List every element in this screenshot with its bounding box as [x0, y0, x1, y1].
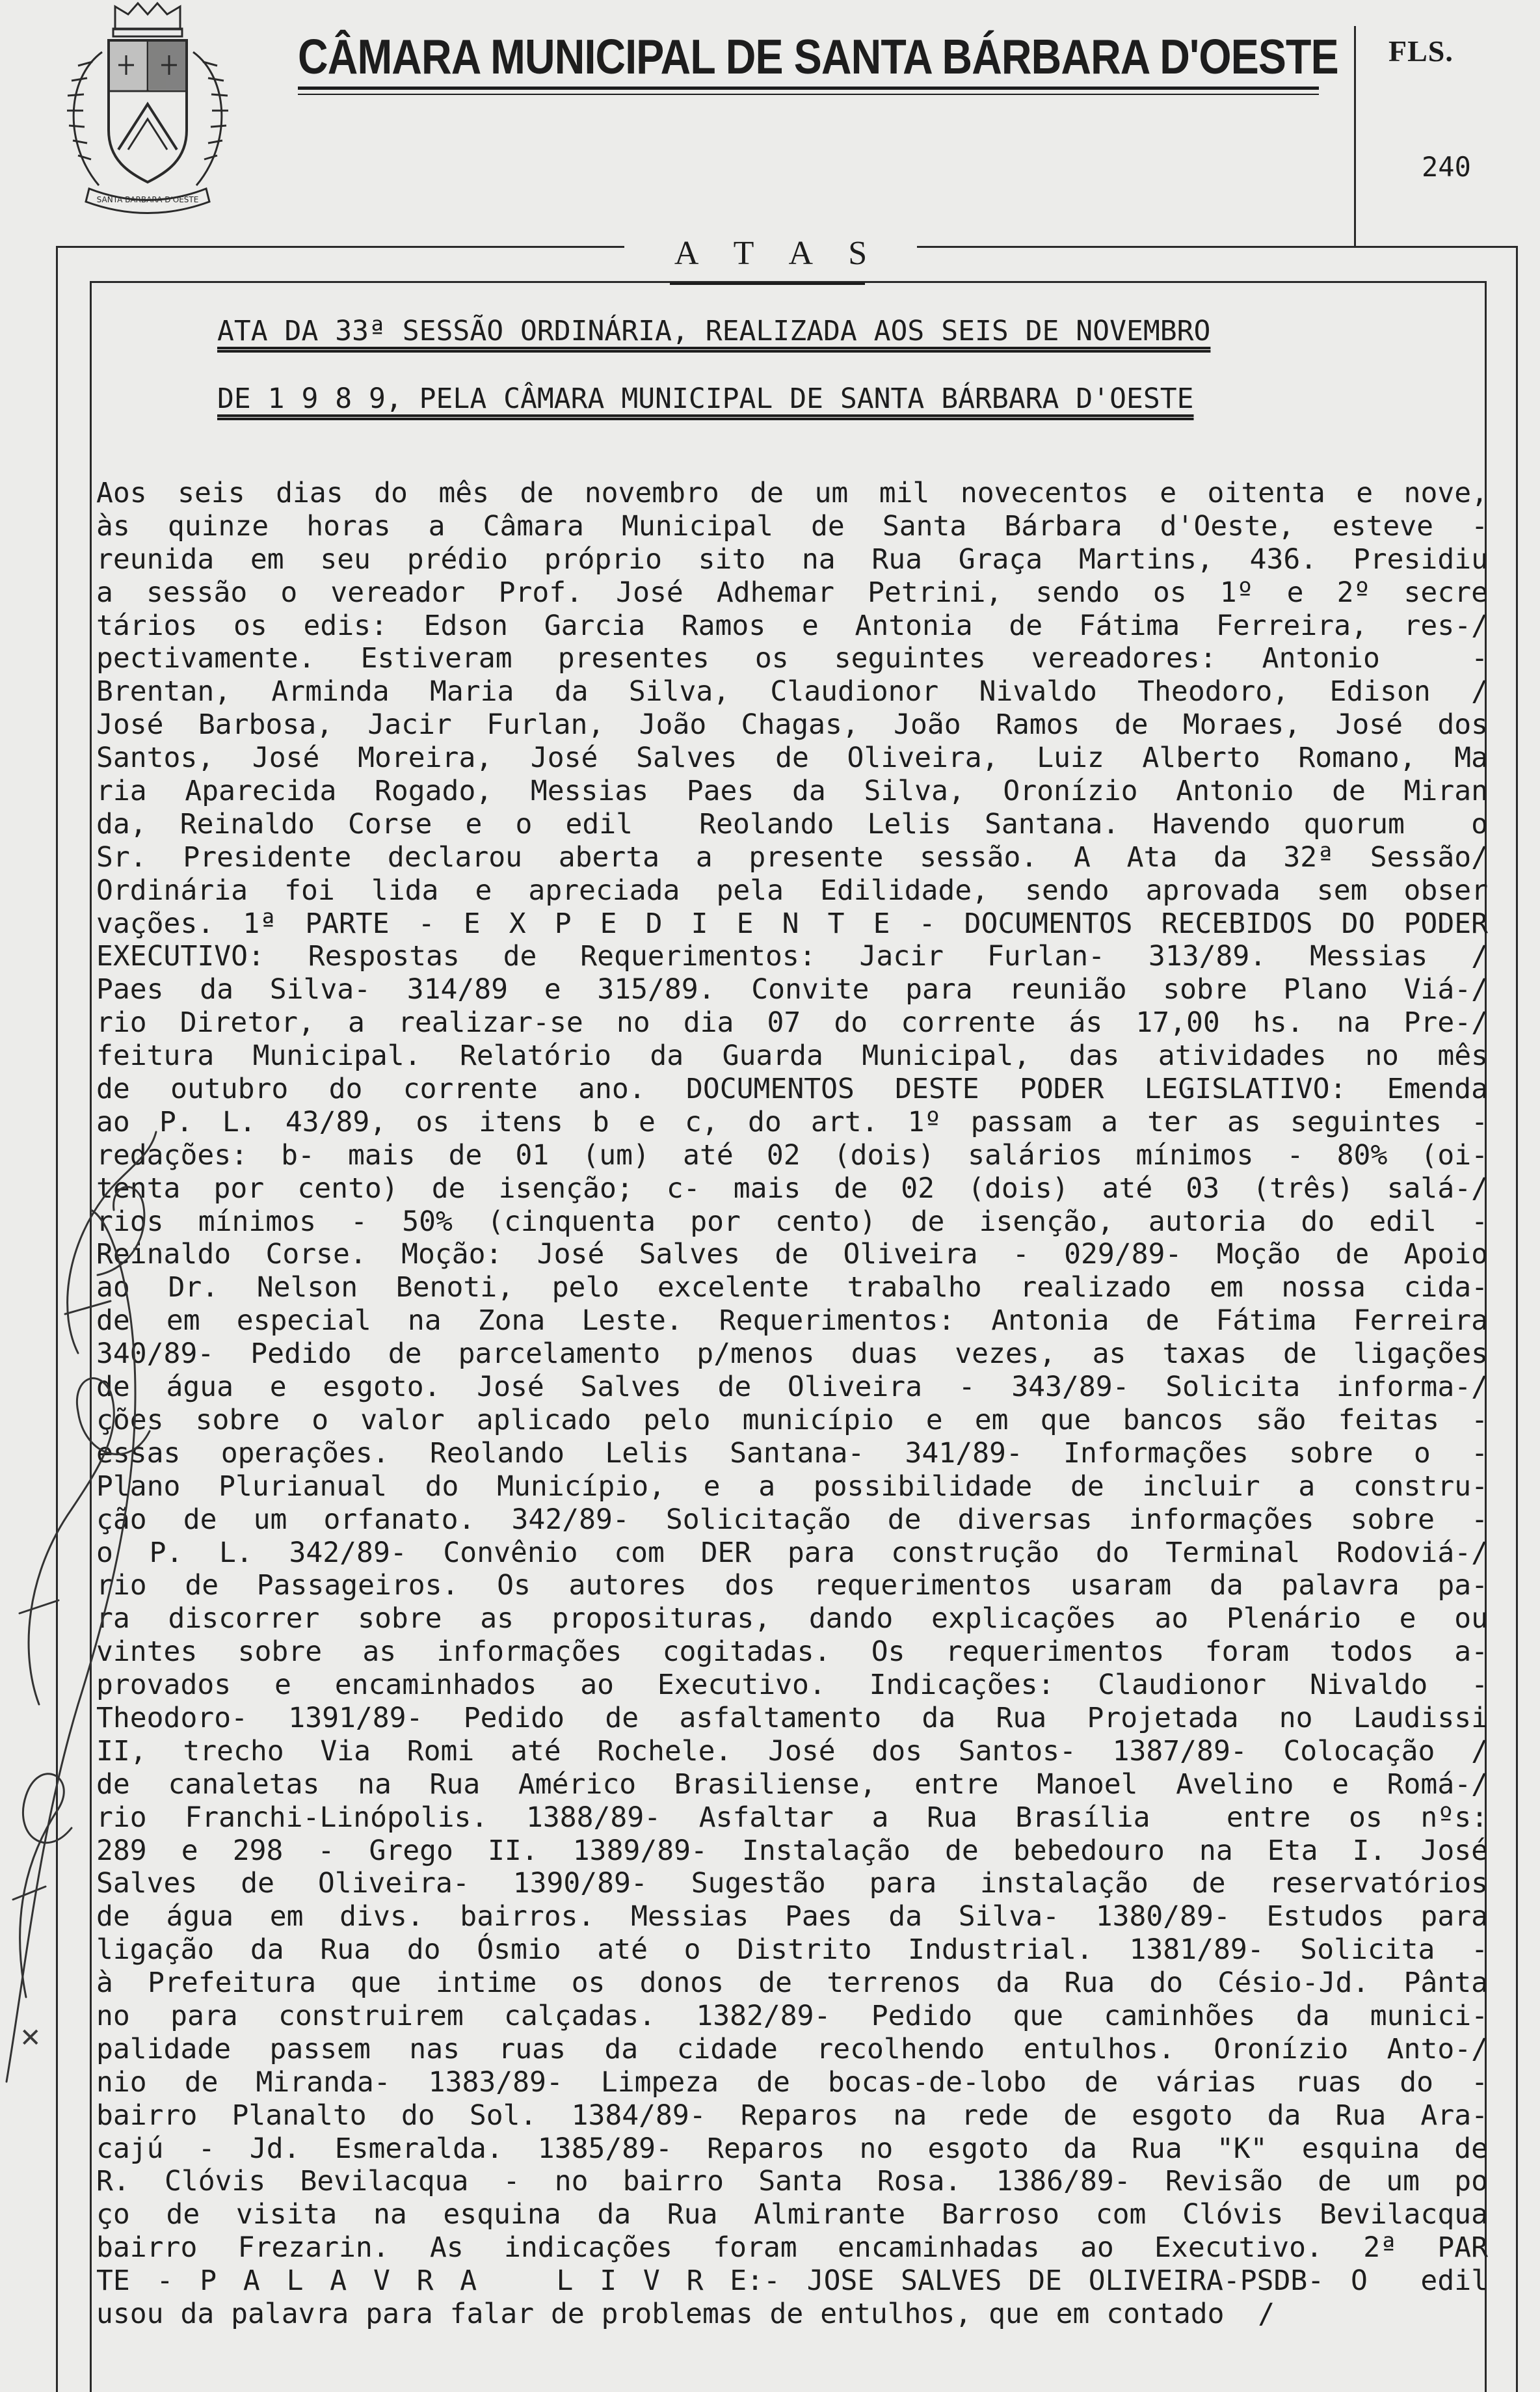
text-line: Aos seis dias do mês de novembro de um mil novecentos e oitenta e nove, [96, 477, 1488, 509]
text-line: às quinze horas a Câmara Municipal de Santa Bárbara d'Oeste, esteve - [96, 509, 1488, 543]
text-line: provados e encaminhados ao Executivo. Indicações: Claudionor Nivaldo - [96, 1669, 1488, 1702]
minutes-body [96, 477, 1488, 2331]
text-line: de água e esgoto. José Salves de Oliveira - 343/89- Solicita informa-/ [96, 1371, 1488, 1404]
text-line: R. Clóvis Bevilacqua - no bairro Santa Rosa. 1386/89- Revisão de um po [96, 2165, 1488, 2198]
text-line: da, Reinaldo Corse e o edil Reolando Lelis Santana. Havendo quorum o [96, 807, 1488, 840]
text-line: de outubro do corrente ano. DOCUMENTOS DESTE PODER LEGISLATIVO: Emenda [96, 1073, 1488, 1106]
margin-signature-icon [0, 1119, 169, 2108]
text-line: rio Diretor, a realizar-se no dia 07 do corrente ás 17,00 hs. na Pre-/ [96, 1006, 1488, 1040]
section-title-rule [670, 282, 865, 285]
title-rule-thin [298, 94, 1319, 95]
text-line: Brentan, Arminda Maria da Silva, Claudionor Nivaldo Theodoro, Edison / [96, 675, 1488, 708]
text-line: Plano Plurianual do Município, e a possibilidade de incluir a constru- [96, 1470, 1488, 1503]
text-line: ao P. L. 43/89, os itens b e c, do art. 1º passam a ter as seguintes - [96, 1105, 1488, 1138]
text-line: ção de um orfanato. 342/89- Solicitação de diversas informações sobre - [96, 1503, 1488, 1536]
text-line: bairro Planalto do Sol. 1384/89- Reparos na rede de esgoto da Rua Ara- [96, 2099, 1488, 2132]
minutes-heading-line-2: DE 1 9 8 9, PELA CÂMARA MUNICIPAL DE SANTA BÁRBARA D'OESTE [217, 383, 1194, 415]
chamber-name: CÂMARA MUNICIPAL DE SANTA BÁRBARA D'OESTE [298, 29, 1338, 84]
text-line: ções sobre o valor aplicado pelo município e em que bancos são feitas - [96, 1403, 1488, 1436]
text-line: usou da palavra para falar de problemas de entulhos, que em contado / [96, 2297, 1275, 2330]
fls-label: FLS. [1388, 34, 1454, 68]
text-line: essas operações. Reolando Lelis Santana- 341/89- Informações sobre o - [96, 1436, 1488, 1470]
title-rule [298, 87, 1319, 90]
text-line: vações. 1ª PARTE - E X P E D I E N T E - DOCUMENTOS RECEBIDOS DO PODER [96, 907, 1488, 940]
text-line: ao Dr. Nelson Benoti, pelo excelente trabalho realizado em nossa cida- [96, 1271, 1488, 1304]
text-line: tenta por cento) de isenção; c- mais de 02 (dois) até 03 (três) salá-/ [96, 1172, 1488, 1205]
text-line: ria Aparecida Rogado, Messias Paes da Silva, Oronízio Antonio de Miran [96, 775, 1488, 808]
text-line: Sr. Presidente declarou aberta a presente sessão. A Ata da 32ª Sessão/ [96, 840, 1488, 874]
text-line: Santos, José Moreira, José Salves de Oliveira, Luiz Alberto Romano, Ma [96, 742, 1488, 775]
text-line: rios mínimos - 50% (cinquenta por cento) de isenção, autoria do edil - [96, 1205, 1488, 1238]
text-line: Salves de Oliveira- 1390/89- Sugestão para instalação de reservatórios [96, 1867, 1488, 1900]
text-line: ço de visita na esquina da Rua Almirante Barroso com Clóvis Bevilacqua [96, 2198, 1488, 2231]
text-line: Ordinária foi lida e apreciada pela Edilidade, sendo aprovada sem obser [96, 874, 1488, 907]
text-line: cajú - Jd. Esmeralda. 1385/89- Reparos no esgoto da Rua "K" esquina de [96, 2132, 1488, 2165]
text-line: vintes sobre as informações cogitadas. Os requerimentos foram todos a- [96, 1635, 1488, 1669]
text-line: ra discorrer sobre as proposituras, dando explicações ao Plenário e ou [96, 1602, 1488, 1635]
text-line: à Prefeitura que intime os donos de terrenos da Rua do Césio-Jd. Pânta [96, 1967, 1488, 2000]
text-line: pectivamente. Estiveram presentes os seguintes vereadores: Antonio - [96, 642, 1488, 675]
text-line: redações: b- mais de 01 (um) até 02 (dois) salários mínimos - 80% (oi- [96, 1138, 1488, 1172]
text-line: de água em divs. bairros. Messias Paes da Silva- 1380/89- Estudos para [96, 1900, 1488, 1933]
section-title: A T A S [624, 228, 917, 280]
text-line: TE - P A L A V R A L I V R E:- JOSE SALVES DE OLIVEIRA-PSDB- O edil [96, 2264, 1488, 2298]
text-line: reunida em seu prédio próprio sito na Rua Graça Martins, 436. Presidiu [96, 543, 1488, 576]
text-line: Paes da Silva- 314/89 e 315/89. Convite para reunião sobre Plano Viá-/ [96, 973, 1488, 1006]
text-line: José Barbosa, Jacir Furlan, João Chagas, João Ramos de Moraes, José dos [96, 708, 1488, 742]
margin-mark: ✕ [20, 2023, 42, 2053]
text-line: Theodoro- 1391/89- Pedido de asfaltamento da Rua Projetada no Laudissi [96, 1701, 1488, 1734]
text-line: feitura Municipal. Relatório da Guarda Municipal, das atividades no mês [96, 1040, 1488, 1073]
text-line: palidade passem nas ruas da cidade recolhendo entulhos. Oronízio Anto-/ [96, 2032, 1488, 2065]
text-line: de canaletas na Rua Américo Brasiliense, entre Manoel Avelino e Romá-/ [96, 1767, 1488, 1801]
text-line: 340/89- Pedido de parcelamento p/menos duas vezes, as taxas de ligações [96, 1337, 1488, 1371]
municipal-seal-icon [53, 0, 242, 215]
text-line: nio de Miranda- 1383/89- Limpeza de bocas-de-lobo de várias ruas do - [96, 2065, 1488, 2099]
text-line: a sessão o vereador Prof. José Adhemar Petrini, sendo os 1º e 2º secre [96, 576, 1488, 609]
page-number: 240 [1422, 151, 1471, 183]
minutes-heading-line-1: ATA DA 33ª SESSÃO ORDINÁRIA, REALIZADA AOS SEIS DE NOVEMBRO [217, 315, 1211, 347]
text-line: o P. L. 342/89- Convênio com DER para construção do Terminal Rodoviá-/ [96, 1536, 1488, 1569]
text-line: 289 e 298 - Grego II. 1389/89- Instalação de bebedouro na Eta I. José [96, 1834, 1488, 1867]
text-line: Reinaldo Corse. Moção: José Salves de Oliveira - 029/89- Moção de Apoio [96, 1238, 1488, 1271]
fls-divider [1354, 26, 1356, 247]
text-line: rio Franchi-Linópolis. 1388/89- Asfaltar a Rua Brasília entre os nºs: [96, 1801, 1488, 1834]
text-line: ligação da Rua do Ósmio até o Distrito Industrial. 1381/89- Solicita - [96, 1933, 1488, 1967]
text-line: no para construirem calçadas. 1382/89- Pedido que caminhões da munici- [96, 1999, 1488, 2032]
text-line: EXECUTIVO: Respostas de Requerimentos: Jacir Furlan- 313/89. Messias / [96, 940, 1488, 973]
text-line: rio de Passageiros. Os autores dos requerimentos usaram da palavra pa- [96, 1569, 1488, 1602]
text-line: II, trecho Via Romi até Rochele. José dos Santos- 1387/89- Colocação / [96, 1734, 1488, 1767]
text-line: de em especial na Zona Leste. Requerimentos: Antonia de Fátima Ferreira [96, 1304, 1488, 1337]
text-line: bairro Frezarin. As indicações foram encaminhadas ao Executivo. 2ª PAR [96, 2231, 1488, 2264]
text-line: tários os edis: Edson Garcia Ramos e Antonia de Fátima Ferreira, res-/ [96, 609, 1488, 642]
seal-motto: SANTA BARBARA D'OESTE [96, 195, 199, 204]
